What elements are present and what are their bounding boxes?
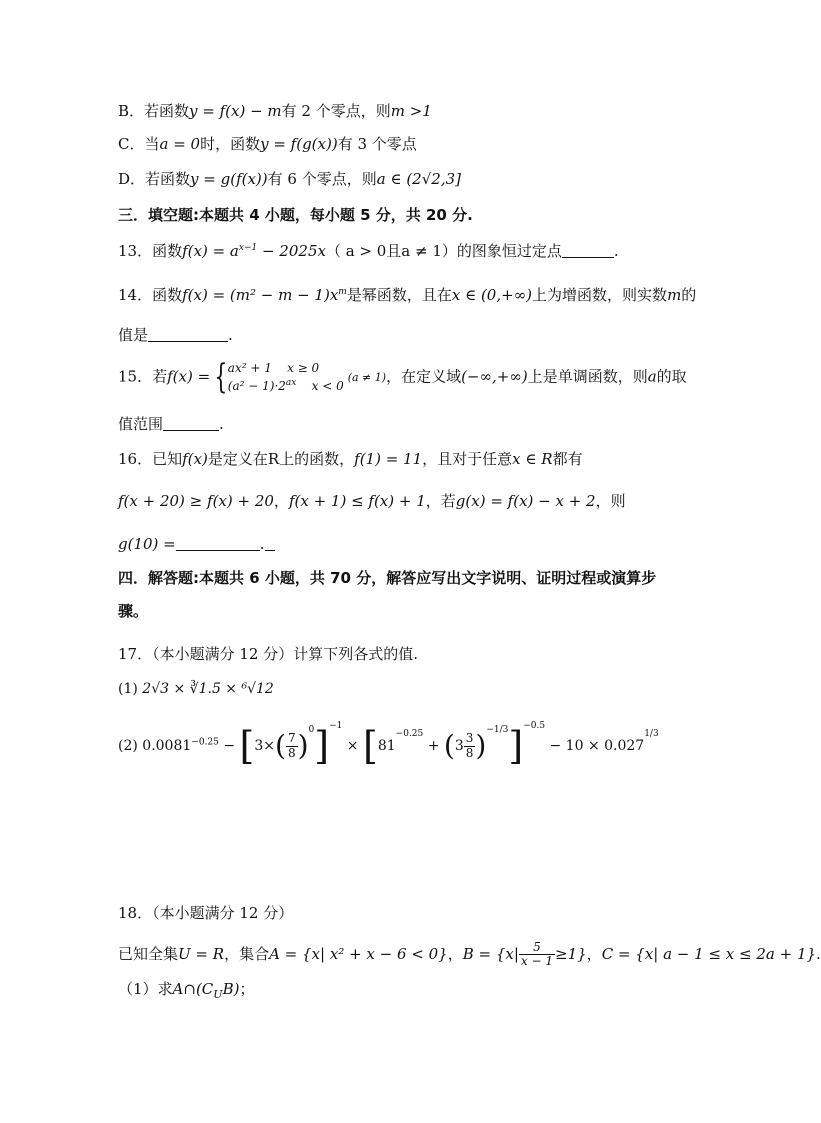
- q16-comma: ，: [273, 492, 289, 510]
- q15-case1: ax² + 1 x ≥ 0: [227, 361, 320, 376]
- q14-answer-blank[interactable]: [148, 341, 228, 342]
- option-b-text: 有 2 个零点，则: [281, 102, 391, 120]
- q17-p2-c-outer-sup: −0.5: [523, 721, 546, 731]
- q18-B-num: 5: [519, 941, 555, 955]
- q17-p2-b: 3×: [254, 738, 275, 754]
- question-14: [118, 288, 696, 303]
- q16-num: 16．已知: [118, 450, 183, 468]
- q17-bracket-right-1: ]: [314, 724, 330, 768]
- question-18-sets: [118, 941, 821, 968]
- q15-domain: (−∞,+∞): [461, 367, 528, 386]
- q15-var: a: [647, 367, 657, 386]
- q15-end: .: [219, 415, 224, 433]
- q16-R: R: [267, 450, 280, 468]
- q18-comma1: ，: [447, 945, 463, 964]
- q18-A: A = {x| x² + x − 6 < 0}: [269, 945, 448, 964]
- option-c-text2: 有 3 个零点: [337, 135, 417, 153]
- question-13: [118, 244, 619, 259]
- question-16: [118, 452, 583, 467]
- q16-text6: ，则: [595, 492, 626, 510]
- q14-text3: 的: [681, 286, 697, 304]
- q18-text2: ，集合: [224, 945, 270, 964]
- section-3-heading: [118, 208, 473, 223]
- q17-p2-minus: −: [218, 738, 240, 754]
- q18-p1-expr: A∩(C: [172, 980, 214, 998]
- option-b: [118, 104, 432, 119]
- q15-case2-tail: x < 0: [296, 378, 344, 393]
- q17-p2-c: 81: [377, 738, 396, 754]
- q13-sup: x−1: [238, 243, 258, 253]
- q18-B-post: ≥1}: [555, 945, 587, 964]
- q16-text3: ，且对于任意: [422, 450, 513, 468]
- q13-answer-blank[interactable]: [562, 257, 614, 258]
- q17-paren-left-2: (: [443, 729, 455, 762]
- q18-comma2: ，: [586, 945, 602, 964]
- q14-sup: m: [338, 287, 347, 297]
- q17-frac2-num: 3: [465, 731, 474, 746]
- option-d-label: D．若函数: [118, 170, 191, 188]
- question-17-part2: [118, 721, 659, 768]
- q15-num: 15．若: [118, 367, 168, 386]
- q16-ineq1: f(x + 20) ≥ f(x) + 20: [118, 492, 274, 510]
- section-4-heading-line2: 骤。: [118, 602, 149, 620]
- q15-text2: 上是单调函数，则: [527, 367, 648, 386]
- q16-text1: 是定义在: [207, 450, 268, 468]
- q14-line2: 值是: [118, 326, 149, 344]
- question-16-line2: [118, 494, 626, 509]
- q17-bracket-left-1: [: [239, 724, 255, 768]
- q18-p1-end: ；: [239, 980, 255, 998]
- q18-end: .: [816, 945, 821, 964]
- option-d-text: 有 6 个零点，则: [267, 170, 377, 188]
- q15-line2: 值范围: [118, 415, 164, 433]
- option-d: [118, 172, 461, 187]
- q16-ineq2: f(x + 1) ≤ f(x) + 1: [288, 492, 426, 510]
- q15-case2: (a² − 1)·2: [227, 378, 286, 393]
- question-15-line2: [118, 417, 224, 432]
- q18-B-den: x − 1: [520, 954, 554, 969]
- option-d-cond: a ∈ (2√2,3]: [376, 170, 461, 188]
- q17-p1-label: (1): [118, 681, 138, 697]
- q15-text1: ，在定义域: [386, 367, 462, 386]
- q17-bracket-right-2: ]: [508, 724, 524, 768]
- q15-fx: f(x) =: [167, 367, 211, 386]
- q18-p1-tail: B): [222, 980, 240, 998]
- q17-title: 17．（本小题满分 12 分）计算下列各式的值.: [118, 645, 418, 663]
- q13-end: .: [613, 242, 619, 260]
- q17-frac-num: 7: [287, 731, 296, 746]
- q17-p2-label: (2): [118, 738, 138, 754]
- section-4-heading-line1: 四．解答题:本题共 6 小题，共 70 分，解答应写出文字说明、证明过程或演算步: [118, 569, 657, 587]
- section-3-heading-text: 三．填空题:本题共 4 小题，每小题 5 分，共 20 分.: [118, 206, 473, 224]
- q17-p2-times: ×: [342, 738, 363, 754]
- q16-answer-blank-tail: [265, 550, 275, 551]
- q17-frac-3-8: [464, 732, 476, 759]
- q17-frac-den: 8: [287, 745, 296, 760]
- q15-cond: (a ≠ 1): [347, 370, 387, 384]
- q14-text1: 是幂函数，且在: [346, 286, 452, 304]
- q16-val: f(1) = 11: [354, 450, 423, 468]
- q14-var: m: [667, 286, 682, 304]
- q17-p2-tail-sup: 1/3: [644, 729, 659, 739]
- q16-text2: 上的函数，: [279, 450, 355, 468]
- option-b-expr: y = f(x) − m: [189, 102, 282, 120]
- option-c: [118, 137, 417, 152]
- q14-interval: x ∈ (0,+∞): [451, 286, 533, 304]
- q14-text2: 上为增函数，则实数: [532, 286, 668, 304]
- q17-paren-left-1: (: [275, 729, 286, 762]
- question-15: [118, 357, 687, 397]
- q17-p1-expr: 2√3 × ∛1.5 × ⁶√12: [142, 681, 274, 697]
- option-c-text1: 时，函数: [200, 135, 261, 153]
- q13-num: 13．函数: [118, 242, 183, 260]
- option-c-cond: a = 0: [159, 135, 201, 153]
- q17-paren-right-1: ): [297, 729, 309, 762]
- q18-title: 18．（本小题满分 12 分）: [118, 904, 294, 922]
- q17-frac-7-8: [286, 732, 298, 759]
- option-b-label: B．若函数: [118, 102, 190, 120]
- q16-answer-blank[interactable]: [176, 550, 260, 551]
- q14-num: 14．函数: [118, 286, 183, 304]
- q16-ask: g(10) =: [118, 535, 176, 553]
- q16-any: x ∈ R: [512, 450, 553, 468]
- section-4-heading: [118, 571, 656, 586]
- q17-p2-b-sup: 0: [308, 725, 315, 735]
- q15-case2-sup: ax: [285, 377, 297, 388]
- q17-p2-tail: − 10 × 0.027: [545, 738, 645, 754]
- q13-expr2: − 2025x: [257, 242, 326, 260]
- section-4-heading-2: [118, 604, 148, 619]
- q18-C: C = {x| a − 1 ≤ x ≤ 2a + 1}: [601, 945, 817, 964]
- question-17-part1: [118, 682, 274, 696]
- q18-B-frac: [519, 941, 555, 968]
- q17-bracket-left-2: [: [363, 724, 378, 768]
- q18-p1-sub: U: [213, 988, 223, 1001]
- q16-text4: 都有: [552, 450, 583, 468]
- q14-end: .: [228, 326, 233, 344]
- q13-paren: （ a > 0且a ≠ 1）的图象恒过定点: [325, 242, 562, 260]
- question-18-title: [118, 906, 293, 921]
- q13-expr: f(x) = a: [182, 242, 239, 260]
- question-16-line3: [118, 537, 275, 552]
- question-17-title: [118, 647, 418, 662]
- option-b-cond: m >1: [390, 102, 432, 120]
- q14-expr: f(x) = (m² − m − 1)x: [182, 286, 339, 304]
- q18-U: U = R: [178, 945, 225, 964]
- q18-B-pre: B = {x|: [462, 945, 519, 964]
- question-14-line2: [118, 328, 233, 343]
- question-18-part1: [118, 982, 254, 1000]
- q17-p2-a-sup: −0.25: [191, 737, 219, 748]
- option-c-label: C．当: [118, 135, 160, 153]
- q17-p2-c-sup: −0.25: [395, 729, 424, 739]
- q15-cases: [228, 360, 344, 393]
- option-d-expr: y = g(f(x)): [190, 170, 268, 188]
- q17-p2-b-outer-sup: −1: [329, 721, 343, 731]
- q18-p1: （1）求: [118, 980, 173, 998]
- q18-text1: 已知全集: [118, 945, 179, 964]
- q17-p2-d-sup: −1/3: [486, 725, 509, 735]
- q16-expr: f(x): [182, 450, 208, 468]
- q17-p2-a: 0.0081: [142, 738, 192, 754]
- q15-answer-blank[interactable]: [163, 430, 219, 431]
- q15-text3: 的取: [656, 367, 687, 386]
- q17-paren-right-2: ): [475, 729, 487, 762]
- q16-gdef: g(x) = f(x) − x + 2: [455, 492, 596, 510]
- q17-frac2-den: 8: [465, 745, 474, 760]
- q16-end: .: [259, 535, 265, 553]
- q17-p2-plus: +: [423, 738, 444, 754]
- option-c-expr: y = f(g(x)): [260, 135, 338, 153]
- q15-brace: {: [214, 357, 228, 397]
- q16-text5: ，若: [425, 492, 456, 510]
- q17-p2-d: 3: [454, 738, 464, 754]
